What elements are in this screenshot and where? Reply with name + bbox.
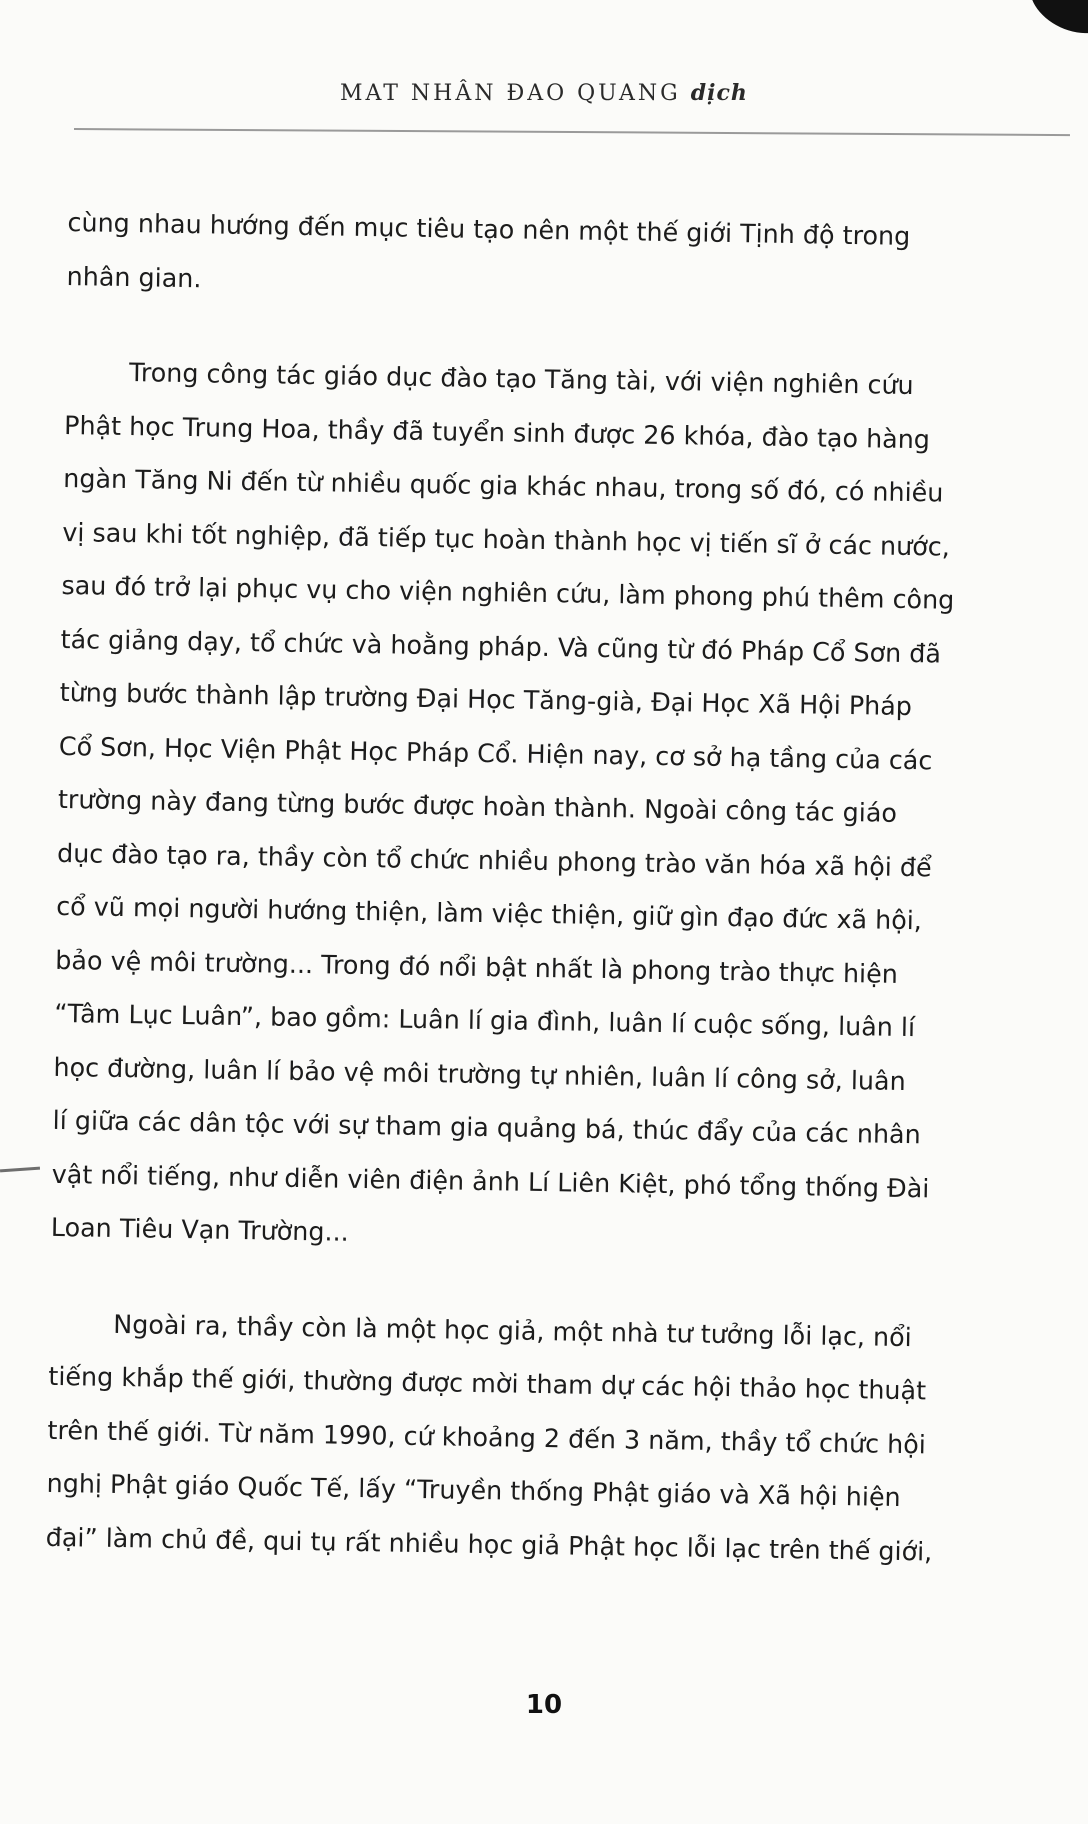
text-line: tác giảng dạy, tổ chức và hoằng pháp. Và cũng từ đó Pháp Cổ Sơn đã (60, 623, 942, 669)
text-line: Loan Tiêu Vạn Trường... (50, 1211, 350, 1247)
header-title: MAT NHÂN ĐAO QUANG (340, 81, 681, 106)
margin-pencil-mark (0, 1167, 40, 1173)
header-divider (74, 128, 1070, 136)
text-line: Cổ Sơn, Học Viện Phật Học Pháp Cổ. Hiện nay, cơ sở hạ tầng của các (58, 730, 933, 775)
text-line: lí giữa các dân tộc với sự tham gia quảng bá, thúc đẩy của các nhân (52, 1104, 921, 1150)
text-line: “Tâm Lục Luân”, bao gồm: Luân lí gia đình, luân lí cuộc sống, luân lí (54, 997, 916, 1043)
text-line: từng bước thành lập trường Đại Học Tăng-già, Đại Học Xã Hội Pháp (59, 676, 913, 722)
text-line: dục đào tạo ra, thầy còn tổ chức nhiều phong trào văn hóa xã hội để (56, 837, 932, 882)
text-line: vị sau khi tốt nghiệp, đã tiếp tục hoàn thành học vị tiến sĩ ở các nước, (62, 516, 951, 562)
text-line: trên thế giới. Từ năm 1990, cứ khoảng 2 đến 3 năm, thầy tổ chức hội (47, 1414, 927, 1459)
text-line: Phật học Trung Hoa, thầy đã tuyển sinh được 26 khóa, đào tạo hàng (63, 409, 931, 454)
page-corner-shadow (1020, 0, 1088, 46)
text-line: học đường, luân lí bảo vệ môi trường tự nhiên, luân lí công sở, luân (53, 1051, 906, 1096)
page-number: 10 (525, 1690, 563, 1720)
text-line: tiếng khắp thế giới, thường được mời tham dự các hội thảo học thuật (48, 1360, 927, 1406)
text-line: trường này đang từng bước được hoàn thành. Ngoài công tác giáo (57, 783, 898, 828)
text-line: đại” làm chủ đề, qui tụ rất nhiều học giả Phật học lỗi lạc trên thế giới, (45, 1521, 933, 1567)
text-line: bảo vệ môi trường... Trong đó nổi bật nhất là phong trào thực hiện (55, 944, 899, 989)
text-line: nhân gian. (66, 260, 202, 293)
text-line: Ngoài ra, thầy còn là một học giả, một nhà tư tưởng lỗi lạc, nổi (113, 1308, 912, 1352)
text-line: ngàn Tăng Ni đến từ nhiều quốc gia khác nhau, trong số đó, có nhiều (63, 462, 944, 508)
text-line: vật nổi tiếng, như diễn viên điện ảnh Lí Liên Kiệt, phó tổng thống Đài (51, 1158, 930, 1203)
header-credit: dịch (690, 80, 748, 106)
text-line: sau đó trở lại phục vụ cho viện nghiên cứu, làm phong phú thêm công (61, 569, 955, 615)
text-line: cổ vũ mọi người hướng thiện, làm việc thiện, giữ gìn đạo đức xã hội, (55, 890, 923, 936)
text-line: nghị Phật giáo Quốc Tế, lấy “Truyền thống Phật giáo và Xã hội hiện (46, 1467, 901, 1512)
body-text (45, 196, 1064, 1580)
text-line: Trong công tác giáo dục đào tạo Tăng tài, với viện nghiên cứu (128, 357, 914, 401)
text-line: cùng nhau hướng đến mục tiêu tạo nên một thế giới Tịnh độ trong (67, 206, 911, 251)
running-header (340, 80, 748, 106)
